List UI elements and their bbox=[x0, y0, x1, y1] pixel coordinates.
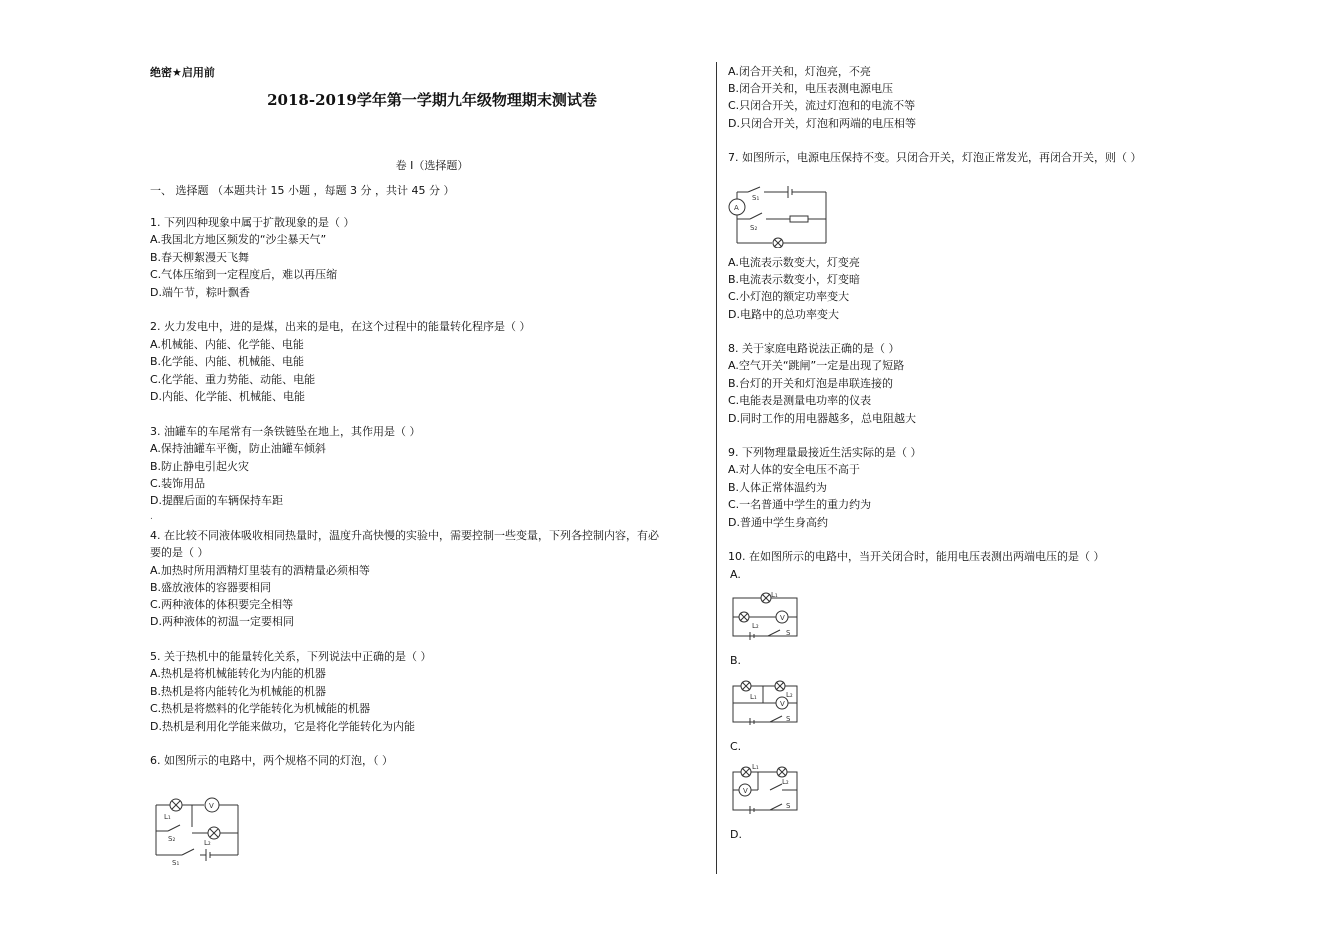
q10a-label-v: V bbox=[780, 614, 785, 622]
question-10-stem: 10. 在如图所示的电路中，当开关闭合时，能用电压表测出两端电压的是（ ） bbox=[728, 550, 1105, 563]
q10a-label-l1: L₁ bbox=[771, 591, 778, 599]
volume-heading: 卷 I（选择题） bbox=[395, 159, 469, 172]
question-9-option-a: A.对人体的安全电压不高于 bbox=[728, 463, 860, 476]
q10b-label-v: V bbox=[780, 700, 785, 708]
q10b-label-l1: L₁ bbox=[750, 693, 757, 701]
question-9-option-c: C.一名普通中学生的重力约为 bbox=[728, 498, 872, 511]
q6-label-v: V bbox=[209, 802, 214, 810]
question-7-option-d: D.电路中的总功率变大 bbox=[728, 308, 839, 321]
column-divider bbox=[716, 62, 717, 874]
question-10-circuit-a bbox=[730, 590, 800, 640]
question-6-option-b: B.闭合开关和，电压表测电源电压 bbox=[728, 82, 894, 95]
question-4-stem-continued: 要的是（ ） bbox=[150, 546, 209, 559]
question-2-option-b: B.化学能、内能、机械能、电能 bbox=[150, 355, 305, 368]
question-2-stem: 2. 火力发电中，进的是煤，出来的是电，在这个过程中的能量转化程序是（ ） bbox=[150, 320, 531, 333]
question-6-option-c: C.只闭合开关，流过灯泡和的电流不等 bbox=[728, 99, 916, 112]
stray-dot: . bbox=[150, 512, 153, 522]
question-2-option-c: C.化学能、重力势能、动能、电能 bbox=[150, 373, 316, 386]
question-9-stem: 9. 下列物理量最接近生活实际的是（ ） bbox=[728, 446, 922, 459]
question-2-option-a: A.机械能、内能、化学能、电能 bbox=[150, 338, 304, 351]
q7-label-s1: S₁ bbox=[752, 194, 760, 202]
question-7-option-a: A.电流表示数变大，灯变亮 bbox=[728, 256, 860, 269]
question-8-option-c: C.电能表是测量电功率的仪表 bbox=[728, 394, 872, 407]
q10a-label-l2: L₂ bbox=[752, 622, 759, 630]
q7-label-a: A bbox=[734, 204, 739, 212]
question-5-option-c: C.热机是将燃料的化学能转化为机械能的机器 bbox=[150, 702, 371, 715]
question-6-circuit-diagram bbox=[152, 793, 244, 867]
question-3-option-d: D.提醒后面的车辆保持车距 bbox=[150, 494, 283, 507]
question-4-option-c: C.两种液体的体积要完全相等 bbox=[150, 598, 294, 611]
q6-label-l1: L₁ bbox=[164, 813, 171, 821]
question-8-option-b: B.台灯的开关和灯泡是串联连接的 bbox=[728, 377, 894, 390]
question-9-option-b: B.人体正常体温约为 bbox=[728, 481, 828, 494]
q7-label-s2: S₂ bbox=[750, 224, 758, 232]
q6-label-s2: S₂ bbox=[168, 835, 176, 843]
question-7-circuit-diagram bbox=[726, 186, 828, 248]
q10b-label-s: S bbox=[786, 715, 791, 723]
question-4-option-d: D.两种液体的初温一定要相同 bbox=[150, 615, 294, 628]
question-2-option-d: D.内能、化学能、机械能、电能 bbox=[150, 390, 305, 403]
q10c-label-s: S bbox=[786, 802, 791, 810]
question-8-stem: 8. 关于家庭电路说法正确的是（ ） bbox=[728, 342, 900, 355]
question-1-option-c: C.气体压缩到一定程度后，难以再压缩 bbox=[150, 268, 338, 281]
section-heading: 一、 选择题 （本题共计 15 小题 ，每题 3 分 ，共计 45 分 ） bbox=[150, 184, 455, 197]
question-3-option-a: A.保持油罐车平衡，防止油罐车倾斜 bbox=[150, 442, 326, 455]
question-10-option-d: D. bbox=[730, 828, 742, 841]
question-3-option-c: C.装饰用品 bbox=[150, 477, 206, 490]
question-5-option-a: A.热机是将机械能转化为内能的机器 bbox=[150, 667, 326, 680]
question-10-option-c: C. bbox=[730, 740, 742, 753]
question-5-stem: 5. 关于热机中的能量转化关系，下列说法中正确的是（ ） bbox=[150, 650, 432, 663]
question-4-option-b: B.盛放液体的容器要相同 bbox=[150, 581, 272, 594]
question-1-option-b: B.春天柳絮漫天飞舞 bbox=[150, 251, 250, 264]
q10c-label-l1: L₁ bbox=[752, 763, 759, 771]
question-7-option-b: B.电流表示数变小，灯变暗 bbox=[728, 273, 861, 286]
question-10-circuit-c bbox=[730, 762, 800, 814]
question-8-option-a: A.空气开关“跳闸”一定是出现了短路 bbox=[728, 359, 905, 372]
question-6-stem: 6. 如图所示的电路中，两个规格不同的灯泡，（ ） bbox=[150, 754, 393, 767]
question-3-option-b: B.防止静电引起火灾 bbox=[150, 460, 250, 473]
question-9-option-d: D.普通中学生身高约 bbox=[728, 516, 828, 529]
question-6-option-a: A.闭合开关和，灯泡亮，不亮 bbox=[728, 65, 871, 78]
question-3-stem: 3. 油罐车的车尾常有一条铁链坠在地上，其作用是（ ） bbox=[150, 425, 421, 438]
question-6-option-d: D.只闭合开关，灯泡和两端的电压相等 bbox=[728, 117, 916, 130]
q10c-label-l2: L₂ bbox=[782, 778, 789, 786]
question-7-option-c: C.小灯泡的额定功率变大 bbox=[728, 290, 850, 303]
secret-label: 绝密★启用前 bbox=[150, 66, 215, 79]
question-5-option-d: D.热机是利用化学能来做功，它是将化学能转化为内能 bbox=[150, 720, 415, 733]
question-4-stem: 4. 在比较不同液体吸收相同热量时，温度升高快慢的实验中，需要控制一些变量，下列各控制内容，有必 bbox=[150, 529, 659, 542]
question-1-option-a: A.我国北方地区频发的“沙尘暴天气” bbox=[150, 233, 327, 246]
question-10-circuit-b bbox=[730, 677, 800, 725]
q10c-label-v: V bbox=[743, 787, 748, 795]
question-5-option-b: B.热机是将内能转化为机械能的机器 bbox=[150, 685, 327, 698]
question-10-option-a: A. bbox=[730, 568, 741, 581]
question-7-stem: 7. 如图所示，电源电压保持不变。只闭合开关，灯泡正常发光，再闭合开关，则（ ） bbox=[728, 151, 1142, 164]
exam-title: 2018-2019学年第一学期九年级物理期末测试卷 bbox=[267, 91, 597, 109]
q6-label-l2: L₂ bbox=[204, 839, 211, 847]
question-8-option-d: D.同时工作的用电器越多，总电阻越大 bbox=[728, 412, 916, 425]
question-1-stem: 1. 下列四种现象中属于扩散现象的是（ ） bbox=[150, 216, 355, 229]
q6-label-s1: S₁ bbox=[172, 859, 180, 867]
question-4-option-a: A.加热时所用酒精灯里装有的酒精量必须相等 bbox=[150, 564, 370, 577]
question-10-option-b: B. bbox=[730, 654, 742, 667]
q10a-label-s: S bbox=[786, 629, 791, 637]
q10b-label-l2: L₂ bbox=[786, 691, 793, 699]
question-1-option-d: D.端午节，粽叶飘香 bbox=[150, 286, 250, 299]
